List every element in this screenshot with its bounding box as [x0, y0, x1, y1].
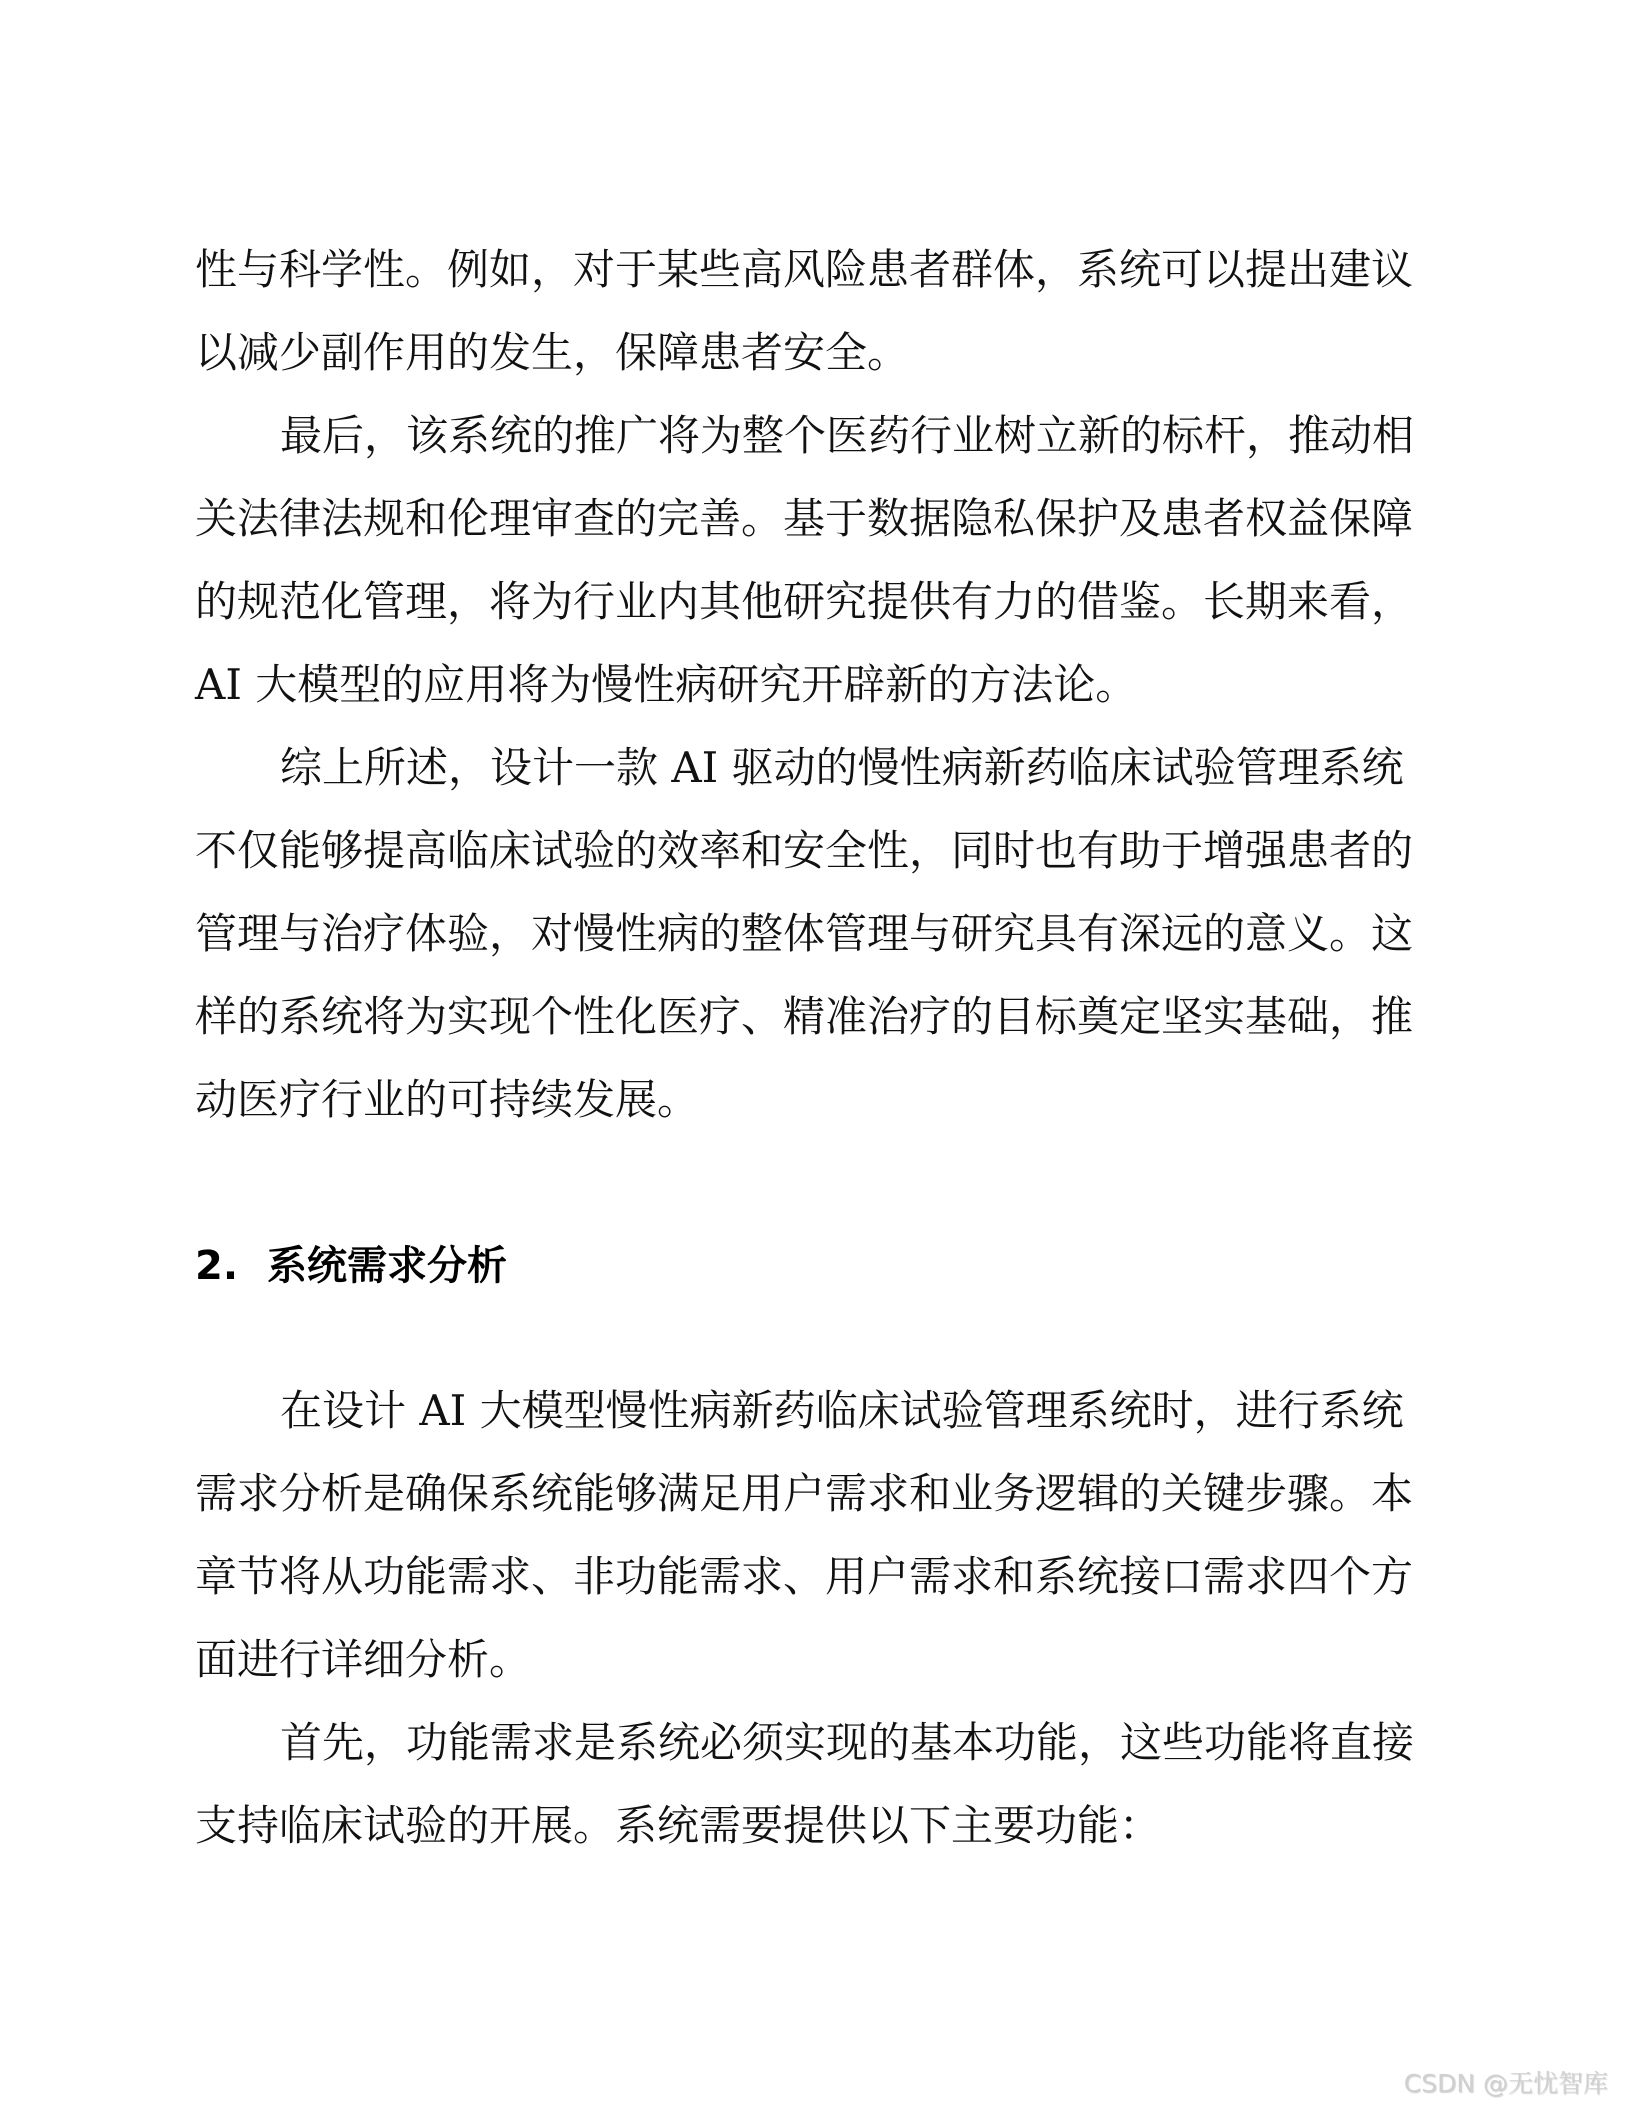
text-line: 性与科学性。例如，对于某些高风险患者群体，系统可以提出建议: [195, 245, 1414, 294]
text-line: 以减少副作用的发生，保障患者安全。: [195, 328, 910, 377]
text-line: 动医疗行业的可持续发展。: [195, 1075, 700, 1124]
text-line: 样的系统将为实现个性化医疗、精准治疗的目标奠定坚实基础，推: [195, 992, 1414, 1041]
text-line: 面进行详细分析。: [195, 1635, 532, 1684]
section-title: 系统需求分析: [267, 1243, 507, 1289]
text-line: 最后，该系统的推广将为整个医药行业树立新的标杆，推动相: [280, 411, 1415, 460]
text-line: 在设计 AI 大模型慢性病新药临床试验管理系统时，进行系统: [280, 1386, 1404, 1435]
document-body: [195, 228, 1435, 1867]
watermark: CSDN @无忧智库: [1403, 2069, 1608, 2098]
text-line: 综上所述，设计一款 AI 驱动的慢性病新药临床试验管理系统: [280, 743, 1404, 792]
text-line: 支持临床试验的开展。系统需要提供以下主要功能：: [195, 1801, 1162, 1850]
text-line: 关法律法规和伦理审查的完善。基于数据隐私保护及患者权益保障: [195, 494, 1414, 543]
section-heading: [195, 1231, 1435, 1301]
text-line: 不仅能够提高临床试验的效率和安全性，同时也有助于增强患者的: [195, 826, 1414, 875]
text-line: 需求分析是确保系统能够满足用户需求和业务逻辑的关键步骤。本: [195, 1469, 1414, 1518]
spacer: [195, 1141, 1435, 1231]
paragraph-requirements-intro: [195, 1369, 1435, 1701]
paragraph-finally: [195, 394, 1435, 726]
paragraph-summary: [195, 726, 1435, 1141]
text-line: AI 大模型的应用将为慢性病研究开辟新的方法论。: [195, 660, 1138, 709]
text-line: 章节将从功能需求、非功能需求、用户需求和系统接口需求四个方: [195, 1552, 1414, 1601]
paragraph-continuation: [195, 228, 1435, 394]
text-line: 的规范化管理，将为行业内其他研究提供有力的借鉴。长期来看，: [195, 577, 1414, 626]
text-line: 首先，功能需求是系统必须实现的基本功能，这些功能将直接: [280, 1718, 1415, 1767]
paragraph-functional-requirements: [195, 1701, 1435, 1867]
text-line: 管理与治疗体验，对慢性病的整体管理与研究具有深远的意义。这: [195, 909, 1414, 958]
spacer: [195, 1301, 1435, 1369]
section-number: 2.: [195, 1243, 239, 1289]
